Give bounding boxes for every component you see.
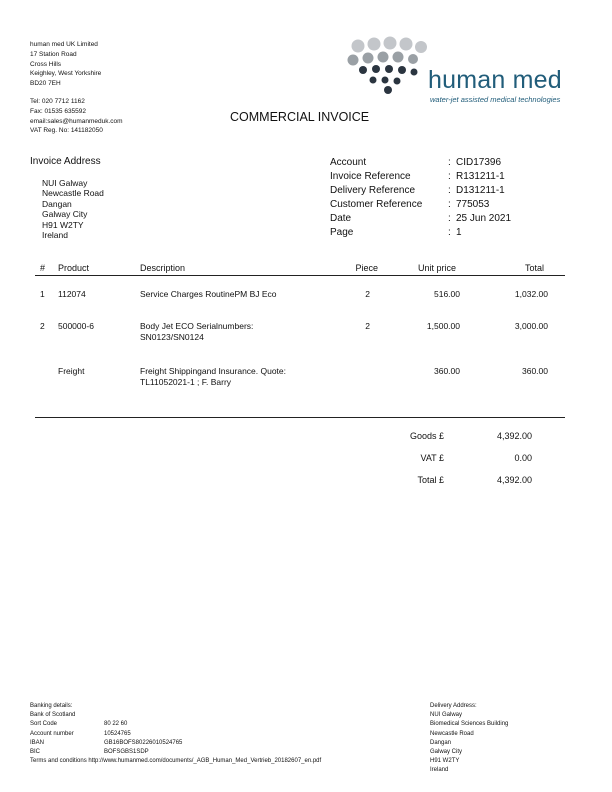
logo-dots-icon <box>348 37 428 95</box>
table-header-rule <box>35 275 565 276</box>
sender-address <box>30 40 123 136</box>
meta-row-delivery-reference: Delivery Reference : D131211-1 <box>330 185 505 196</box>
banking-details <box>30 702 321 766</box>
totals <box>374 431 532 497</box>
row-num: 2 <box>40 321 45 331</box>
meta-value: CID17396 <box>456 157 502 168</box>
totals-label: Total £ <box>417 475 444 485</box>
invoice-address-line: Ireland <box>42 230 68 241</box>
row-unit-price: 1,500.00 <box>426 321 460 331</box>
banking-value: BOFSGBS1SDP <box>104 749 149 756</box>
row-description: Service Charges RoutinePM BJ Eco <box>140 289 277 299</box>
row-num: 1 <box>40 289 45 299</box>
document-title: COMMERCIAL INVOICE <box>230 110 370 124</box>
table-header-total: Total <box>524 263 544 273</box>
totals-vat-row <box>374 453 532 475</box>
row-total: 1,032.00 <box>514 289 548 299</box>
banking-value: GB16BOFS80226010524765 <box>104 739 183 746</box>
table-header-unit-price: Unit price <box>417 263 456 273</box>
row-description <box>140 321 253 342</box>
totals-label: Goods £ <box>409 431 444 441</box>
sender-tel: Tel: 020 7712 1162 <box>30 97 85 105</box>
row-description-line: Freight Shippingand Insurance. Quote: <box>140 366 287 376</box>
banking-key: Account number <box>30 730 74 737</box>
table-header-description: Description <box>140 263 186 273</box>
invoice-address-label: Invoice Address <box>30 156 101 167</box>
meta-row-page: Page : 1 <box>330 227 462 238</box>
row-description <box>140 366 286 387</box>
row-product: 112074 <box>58 289 86 299</box>
banking-key: Sort Code <box>30 721 58 728</box>
row-piece: 2 <box>365 321 370 331</box>
banking-row <box>30 748 321 757</box>
sender-email: email:sales@humanmeduk.com <box>30 117 123 125</box>
delivery-line: Biomedical Sciences Building <box>430 721 509 728</box>
sender-address-line: Cross Hills <box>30 60 62 68</box>
banking-row <box>30 720 321 729</box>
banking-value: 80 22 60 <box>104 721 128 728</box>
row-piece: 2 <box>365 289 370 299</box>
meta-value: 775053 <box>456 199 490 210</box>
sender-address-line: BD20 7EH <box>30 80 61 88</box>
meta-row-account: Account : CID17396 <box>330 157 502 168</box>
meta-row-invoice-reference: Invoice Reference : R131211-1 <box>330 171 505 182</box>
row-total: 360.00 <box>522 366 548 376</box>
banking-heading: Banking details: <box>30 703 73 709</box>
banking-bank: Bank of Scotland <box>30 712 76 719</box>
totals-value: 4,392.00 <box>496 475 532 485</box>
totals-total-row <box>374 475 532 497</box>
meta-label: Delivery Reference <box>330 185 416 196</box>
invoice-address-line: H91 W2TY <box>42 219 84 230</box>
meta-value: 1 <box>456 227 462 238</box>
sender-fax: Fax: 01535 635592 <box>30 107 87 115</box>
meta-value: R131211-1 <box>456 171 505 182</box>
row-unit-price: 516.00 <box>434 289 460 299</box>
delivery-line: NUI Galway <box>430 712 463 719</box>
invoice-address-line: Newcastle Road <box>42 188 104 199</box>
delivery-line: H91 W2TY <box>430 758 460 765</box>
terms-link[interactable]: Terms and conditions http://www.humanmed.com/documents/_AGB_Human_Med_Vertrieb_20182607_en.pdf <box>30 758 322 765</box>
meta-value: 25 Jun 2021 <box>456 213 512 224</box>
sender-name: human med UK Limited <box>30 41 98 48</box>
meta-value: D131211-1 <box>456 185 505 196</box>
table-header-product: Product <box>58 263 90 273</box>
row-product: Freight <box>58 366 85 376</box>
table-header-num: # <box>40 263 46 273</box>
table-header-piece: Piece <box>355 263 378 273</box>
meta-label: Date <box>330 213 352 224</box>
meta-label: Invoice Reference <box>330 171 411 182</box>
invoice-address-line: NUI Galway <box>42 178 88 188</box>
delivery-address <box>430 702 508 776</box>
delivery-line: Ireland <box>430 767 449 774</box>
meta-label: Account <box>330 157 367 168</box>
row-description-line: Body Jet ECO Serialnumbers: <box>140 321 254 331</box>
delivery-heading: Delivery Address: <box>430 703 477 709</box>
invoice-address-line: Galway City <box>42 209 88 220</box>
row-description-line: SN0123/SN0124 <box>140 331 204 342</box>
delivery-line: Galway City <box>430 749 463 756</box>
row-total: 3,000.00 <box>514 321 548 331</box>
logo-brand-text: human med <box>428 66 562 94</box>
meta-row-date: Date : 25 Jun 2021 <box>330 213 512 224</box>
row-product: 500000-6 <box>58 321 94 331</box>
meta-label: Page <box>330 227 354 238</box>
meta-row-customer-reference: Customer Reference : 775053 <box>330 199 490 210</box>
banking-row <box>30 730 321 739</box>
invoice-address-line: Dangan <box>42 198 72 209</box>
totals-value: 0.00 <box>514 453 532 463</box>
sender-address-line: 17 Station Road <box>30 50 77 58</box>
banking-row <box>30 739 321 748</box>
logo-tagline: water-jet assisted medical technologies <box>430 95 561 104</box>
totals-goods-row <box>374 431 532 453</box>
meta-label: Customer Reference <box>330 199 423 210</box>
delivery-line: Dangan <box>430 739 452 746</box>
totals-label: VAT £ <box>420 453 444 463</box>
row-unit-price: 360.00 <box>434 366 460 376</box>
delivery-line: Newcastle Road <box>430 730 474 737</box>
invoice-address <box>42 178 104 240</box>
table-bottom-rule <box>35 417 565 418</box>
sender-vat: VAT Reg. No: 141182050 <box>30 127 103 135</box>
banking-key: BIC <box>30 749 41 756</box>
row-description-line: TL11052021-1 ; F. Barry <box>140 376 232 387</box>
invoice-meta <box>330 156 511 240</box>
banking-key: IBAN <box>30 739 45 746</box>
sender-address-line: Keighley, West Yorkshire <box>30 70 102 78</box>
totals-value: 4,392.00 <box>496 431 532 441</box>
banking-value: 10524765 <box>104 730 131 737</box>
